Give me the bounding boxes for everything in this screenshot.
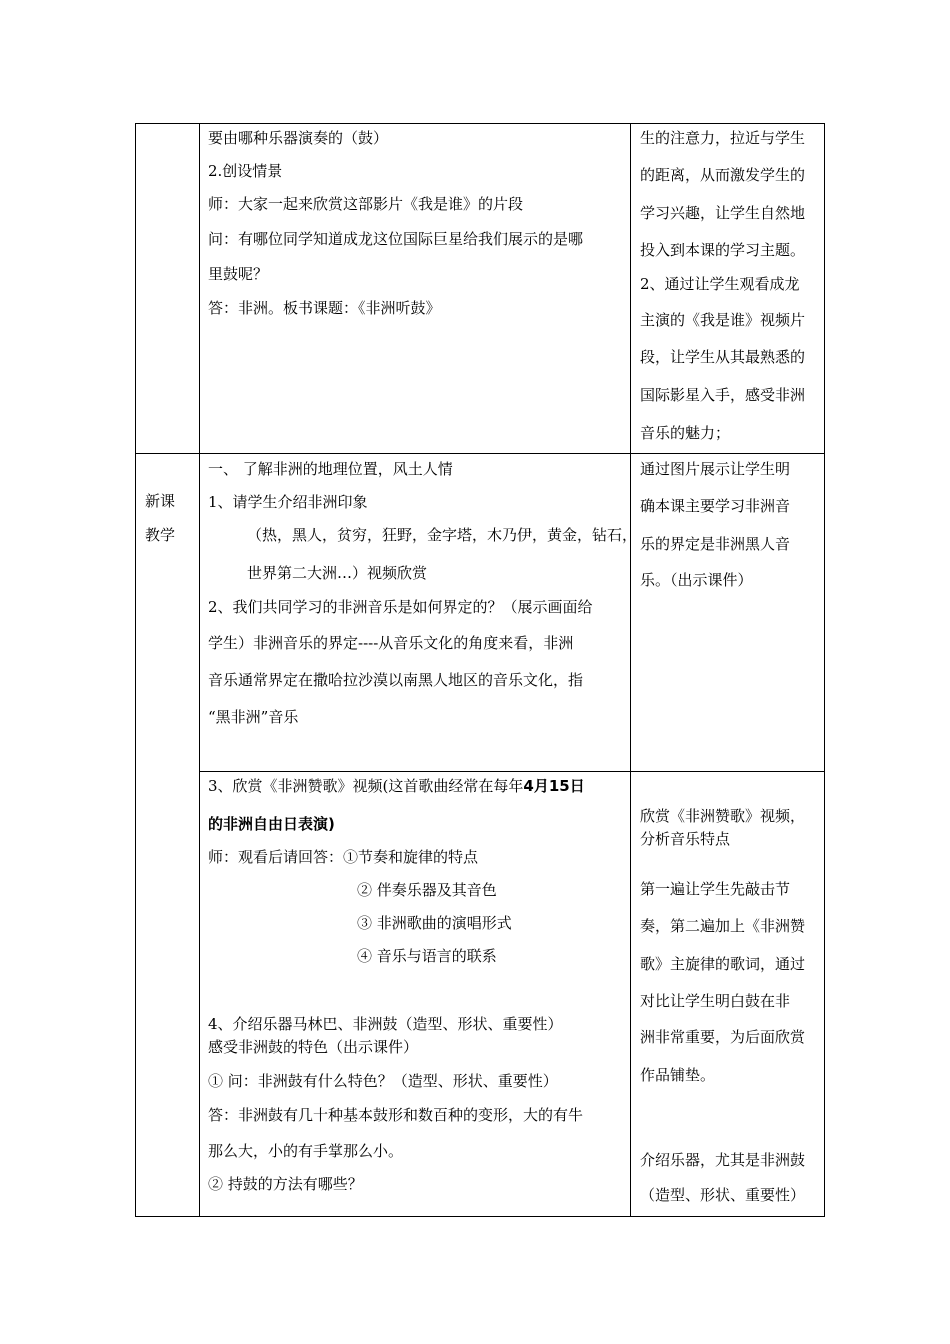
row1-right-line: 国际影星入手，感受非洲	[640, 386, 806, 404]
row-divider-1	[135, 453, 825, 454]
row3-right-line: 洲非常重要，为后面欣赏	[640, 1028, 806, 1046]
row1-middle-line: 2.创设情景	[208, 162, 283, 180]
row3-middle-line: ① 问：非洲鼓有什么特色？（造型、形状、重要性）	[208, 1072, 558, 1090]
row1-middle-line: 师：大家一起来欣赏这部影片《我是谁》的片段	[208, 195, 524, 213]
row1-right-line: 生的注意力，拉近与学生	[640, 129, 806, 147]
row3-question: ② 伴奏乐器及其音色	[357, 881, 497, 899]
row1-right-line: 音乐的魅力；	[640, 424, 731, 442]
row2-middle-line: 学生）非洲音乐的界定----从音乐文化的角度来看，非洲	[208, 634, 574, 652]
row-divider-2	[199, 771, 825, 772]
row3-middle-line: 师：观看后请回答：①节奏和旋律的特点	[208, 848, 479, 866]
row1-right-line: 投入到本课的学习主题。	[640, 241, 806, 259]
column-divider-left	[199, 123, 200, 1217]
row1-right-line: 主演的《我是谁》视频片	[640, 311, 806, 329]
row2-right-line: 通过图片展示让学生明	[640, 460, 791, 478]
row2-middle-line: 1、请学生介绍非洲印象	[208, 493, 368, 511]
row2-middle-line: （热，黑人，贫穷，狂野，金字塔，木乃伊，黄金，钻石，	[247, 526, 638, 544]
column-divider-right	[630, 123, 631, 1217]
date-text: 4月15日	[523, 777, 585, 795]
row1-right-line: 段，让学生从其最熟悉的	[640, 348, 806, 366]
row3-middle-line: 的非洲自由日表演)	[208, 815, 335, 833]
row2-middle-line: 2、我们共同学习的非洲音乐是如何界定的？（展示画面给	[208, 598, 593, 616]
row3-right-line: 歌》主旋律的歌词，通过	[640, 955, 806, 973]
row3-right-line: 欣赏《非洲赞歌》视频，	[640, 807, 806, 825]
row3-right-line: 对比让学生明白鼓在非	[640, 992, 791, 1010]
appreciation-intro: 3、欣赏《非洲赞歌》视频(这首歌曲经常在每年	[208, 777, 524, 795]
section-label: 教学	[145, 526, 176, 544]
row3-middle-line: 那么大，小的有手掌那么小。	[208, 1142, 404, 1160]
row1-right-line: 学习兴趣，让学生自然地	[640, 204, 806, 222]
row3-middle-line	[208, 777, 585, 795]
row1-middle-line: 答：非洲。板书课题：《非洲听鼓》	[208, 299, 441, 317]
row3-right-line: （造型、形状、重要性）	[640, 1186, 806, 1204]
row2-right-line: 确本课主要学习非洲音	[640, 497, 791, 515]
row3-middle-line: 4、介绍乐器马林巴、非洲鼓（造型、形状、重要性）	[208, 1015, 563, 1033]
row1-right-line: 的距离，从而激发学生的	[640, 166, 806, 184]
row2-middle-line: 一、 了解非洲的地理位置，风土人情	[208, 460, 453, 478]
row3-right-line: 作品铺垫。	[640, 1066, 716, 1084]
row2-middle-line: “黑非洲”音乐	[208, 708, 299, 726]
row1-middle-line: 问：有哪位同学知道成龙这位国际巨星给我们展示的是哪	[208, 230, 584, 248]
row2-middle-line: 音乐通常界定在撒哈拉沙漠以南黑人地区的音乐文化，指	[208, 671, 584, 689]
row2-middle-line: 世界第二大洲…）视频欣赏	[247, 564, 428, 582]
row2-right-line: 乐的界定是非洲黑人音	[640, 535, 791, 553]
row3-question: ③ 非洲歌曲的演唱形式	[357, 914, 512, 932]
row3-right-line: 奏，第二遍加上《非洲赞	[640, 917, 806, 935]
row1-right-line: 2、通过让学生观看成龙	[640, 275, 800, 293]
row3-right-line: 分析音乐特点	[640, 830, 731, 848]
section-label: 新课	[145, 492, 176, 510]
row3-right-line: 第一遍让学生先敲击节	[640, 880, 791, 898]
row1-middle-line: 要由哪种乐器演奏的（鼓）	[208, 129, 389, 147]
row3-right-line: 介绍乐器，尤其是非洲鼓	[640, 1151, 806, 1169]
row1-middle-line: 里鼓呢？	[208, 265, 269, 283]
row2-right-line: 乐。（出示课件）	[640, 571, 753, 589]
row3-question: ④ 音乐与语言的联系	[357, 947, 497, 965]
row3-middle-line: 感受非洲鼓的特色（出示课件）	[208, 1038, 419, 1056]
row3-middle-line: 答：非洲鼓有几十种基本鼓形和数百种的变形，大的有牛	[208, 1106, 584, 1124]
row3-middle-line: ② 持鼓的方法有哪些？	[208, 1175, 363, 1193]
